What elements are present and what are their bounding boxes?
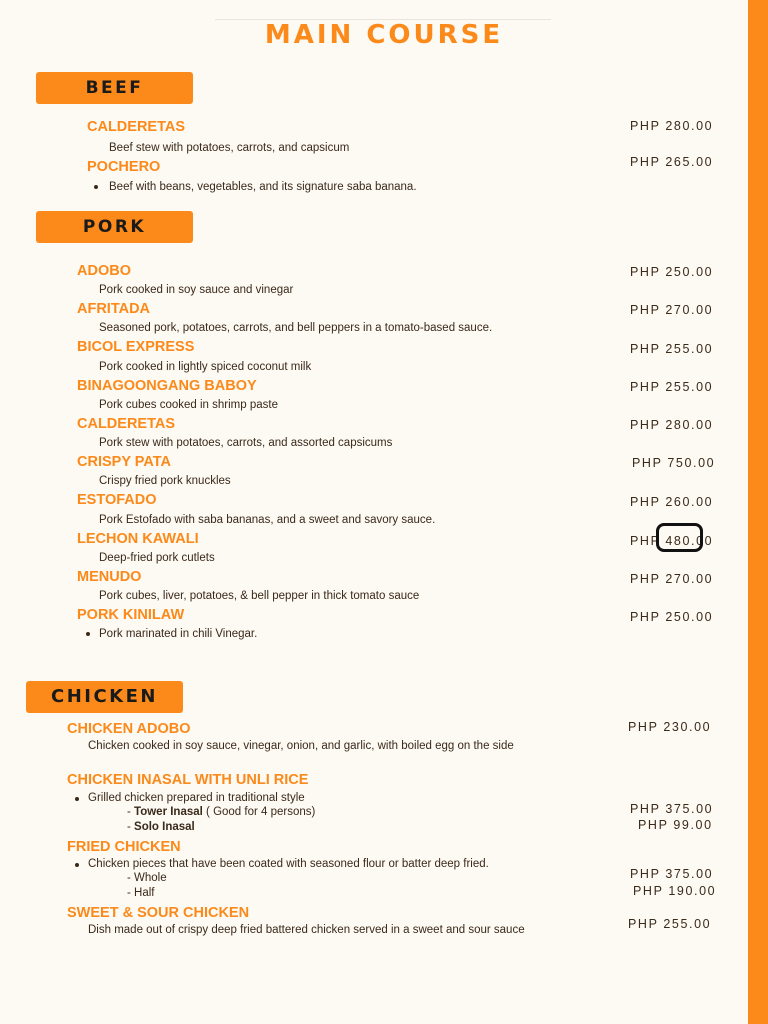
menu-item-description: Pork Estofado with saba bananas, and a sweet and savory sauce. (99, 514, 436, 526)
menu-item-price: PHP 480.00 (630, 534, 714, 548)
menu-item-description: Dish made out of crispy deep fried battered chicken served in a sweet and sour sauce (88, 924, 525, 936)
menu-option: - Half (127, 887, 155, 899)
menu-item-price: PHP 250.00 (630, 610, 714, 624)
bullet-icon (75, 863, 79, 867)
price-highlight-annotation (656, 523, 703, 552)
bullet-icon (94, 185, 98, 189)
menu-option: - Whole (127, 872, 167, 884)
pork-section-header: PORK (36, 211, 193, 243)
menu-item-description: Beef with beans, vegetables, and its signature saba banana. (109, 181, 417, 193)
menu-item-name: BICOL EXPRESS (77, 339, 195, 355)
menu-item-name: CHICKEN ADOBO (67, 721, 191, 737)
menu-item-price: PHP 270.00 (630, 572, 714, 586)
menu-item-name: CALDERETAS (87, 119, 186, 135)
menu-item-description: Deep-fried pork cutlets (99, 552, 215, 564)
menu-item-description: Pork cooked in lightly spiced coconut milk (99, 361, 312, 373)
menu-item-description: Chicken cooked in soy sauce, vinegar, onion, and garlic, with boiled egg on the side (88, 740, 514, 752)
menu-item-name: CHICKEN INASAL WITH UNLI RICE (67, 772, 309, 788)
menu-option-price: PHP 375.00 (630, 802, 714, 816)
menu-item-description: Pork cooked in soy sauce and vinegar (99, 284, 294, 296)
menu-item-price: PHP 270.00 (630, 303, 714, 317)
menu-item-price: PHP 230.00 (628, 720, 712, 734)
menu-item-price: PHP 255.00 (630, 380, 714, 394)
menu-option-price: PHP 190.00 (633, 884, 717, 898)
menu-item-price: PHP 750.00 (632, 456, 716, 470)
right-accent-bar (748, 0, 768, 1024)
chicken-section-header: CHICKEN (26, 681, 183, 713)
menu-item-name: BINAGOONGANG BABOY (77, 378, 257, 394)
menu-option-label: Tower Inasal (134, 806, 203, 818)
menu-item-description: Crispy fried pork knuckles (99, 475, 231, 487)
menu-option-note: ( Good for 4 persons) (202, 806, 316, 818)
menu-item-price: PHP 260.00 (630, 495, 714, 509)
menu-item-price: PHP 280.00 (630, 119, 714, 133)
menu-item-description: Grilled chicken prepared in traditional style (88, 792, 305, 804)
menu-item-name: CALDERETAS (77, 416, 176, 432)
menu-item-price: PHP 280.00 (630, 418, 714, 432)
menu-item-name: ESTOFADO (77, 492, 157, 508)
menu-item-name: FRIED CHICKEN (67, 839, 181, 855)
menu-item-description: Beef stew with potatoes, carrots, and capsicum (109, 142, 350, 154)
menu-item-description: Pork marinated in chili Vinegar. (99, 628, 258, 640)
page-title: MAIN COURSE (264, 20, 504, 50)
menu-item-price: PHP 265.00 (630, 155, 714, 169)
menu-option-price: PHP 375.00 (630, 867, 714, 881)
menu-item-price: PHP 255.00 (630, 342, 714, 356)
menu-item-name: POCHERO (87, 159, 161, 175)
menu-item-name: CRISPY PATA (77, 454, 171, 470)
beef-section-header: BEEF (36, 72, 193, 104)
menu-item-name: PORK KINILAW (77, 607, 185, 623)
bullet-icon (75, 797, 79, 801)
menu-item-price: PHP 255.00 (628, 917, 712, 931)
menu-item-description: Pork stew with potatoes, carrots, and assorted capsicums (99, 437, 393, 449)
menu-item-name: MENUDO (77, 569, 142, 585)
menu-item-description: Pork cubes cooked in shrimp paste (99, 399, 278, 411)
menu-item-name: ADOBO (77, 263, 131, 279)
bullet-icon (86, 632, 90, 636)
menu-option-price: PHP 99.00 (638, 818, 713, 832)
menu-item-description: Seasoned pork, potatoes, carrots, and bell peppers in a tomato-based sauce. (99, 322, 493, 334)
menu-item-name: LECHON KAWALI (77, 531, 199, 547)
menu-option: - Solo Inasal (127, 821, 195, 833)
menu-item-name: AFRITADA (77, 301, 151, 317)
menu-item-description: Chicken pieces that have been coated with seasoned flour or batter deep fried. (88, 858, 489, 870)
menu-option: - Tower Inasal ( Good for 4 persons) (127, 806, 316, 818)
menu-option-label: Solo Inasal (134, 821, 195, 833)
menu-item-price: PHP 250.00 (630, 265, 714, 279)
menu-item-description: Pork cubes, liver, potatoes, & bell pepper in thick tomato sauce (99, 590, 420, 602)
menu-item-name: SWEET & SOUR CHICKEN (67, 905, 250, 921)
